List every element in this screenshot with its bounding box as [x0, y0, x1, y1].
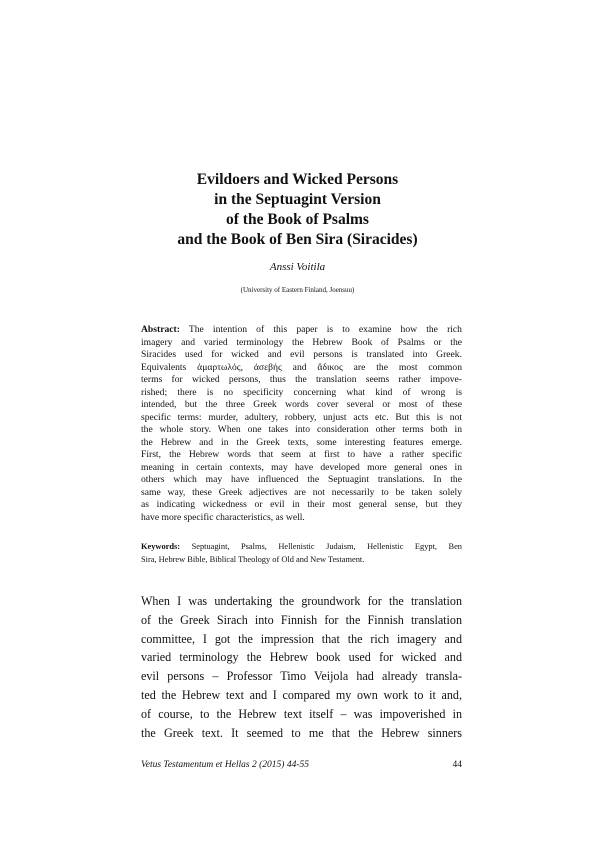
abstract-line: rished; there is no specificity concerning what kind of wrong is: [141, 386, 462, 398]
keywords-line: Keywords: Septuagint, Psalms, Hellenistic Judaism, Hellenistic Egypt, Ben: [141, 542, 462, 551]
title-line: and the Book of Ben Sira (Siracides): [177, 231, 418, 248]
page-number: 44: [452, 760, 462, 770]
title-line: Evildoers and Wicked Persons: [196, 171, 399, 188]
keywords-line: Sira, Hebrew Bible, Biblical Theology of Old and New Testament.: [141, 554, 365, 564]
abstract-line: as indicating wickedness or evil in their most general sense, but they: [141, 499, 462, 510]
abstract: [141, 324, 462, 524]
abstract-line: the whole story. When one takes into consideration other terms both in: [141, 424, 462, 435]
abstract-label: Abstract:: [141, 324, 180, 335]
body-line: of the Greek Sirach into Finnish for the Finnish translation: [141, 612, 462, 627]
keywords: [141, 541, 462, 566]
title-line: in the Septuagint Version: [214, 191, 381, 208]
journal-citation: Vetus Testamentum et Hellas 2 (2015) 44-55: [141, 760, 309, 770]
author-name: Anssi Voitila: [269, 261, 326, 273]
author-affiliation: (University of Eastern Finland, Joensuu): [240, 286, 355, 294]
body-text: [141, 592, 462, 742]
abstract-line: terms for wicked persons, thus the translation seems rather impove-: [141, 374, 462, 385]
abstract-line: Equivalents ἁμαρτωλός, ἀσεβής and ἄδικος are the most common: [141, 361, 462, 373]
abstract-line: others which may have influenced the Septuagint translations. In the: [141, 474, 462, 485]
body-line: the Greek text. It seemed to me that the Hebrew sinners: [141, 725, 462, 740]
abstract-line: the Hebrew and in the Greek texts, some interesting features emerge.: [141, 436, 462, 448]
abstract-line: imagery and varied terminology the Hebrew Book of Psalms or the: [141, 336, 462, 348]
abstract-line: specific terms: murder, adultery, robbery, unjust acts etc. But this is not: [141, 411, 462, 423]
keywords-label: Keywords:: [141, 542, 181, 551]
abstract-line: Abstract: The intention of this paper is to examine how the rich: [141, 324, 462, 335]
body-line: varied terminology the Hebrew book used for wicked and: [141, 650, 462, 665]
body-line: evil persons – Professor Timo Veijola had already transla-: [141, 669, 462, 684]
abstract-line: same way, these Greek adjectives are not necessarily to be taken solely: [141, 486, 462, 498]
abstract-line: Siracides used for wicked and evil persons is translated into Greek.: [141, 349, 462, 360]
abstract-line: intended, but the three Greek words cover several or most of these: [141, 399, 462, 410]
body-line: ted the Hebrew text and I compared my own work to it and,: [141, 687, 462, 702]
abstract-line: First, the Hebrew words that seem at first to have a rather specific: [141, 449, 462, 460]
body-line: When I was undertaking the groundwork for the translation: [141, 594, 462, 608]
abstract-line: meaning in certain contexts, may have developed more general ones in: [141, 461, 462, 473]
article-title: [0, 170, 595, 250]
body-line: of course, to the Hebrew text itself – was impoverished in: [141, 706, 462, 721]
title-line: of the Book of Psalms: [226, 211, 369, 228]
body-line: committee, I got the impression that the rich imagery and: [141, 631, 462, 646]
abstract-line: have more specific characteristics, as well.: [141, 511, 305, 523]
